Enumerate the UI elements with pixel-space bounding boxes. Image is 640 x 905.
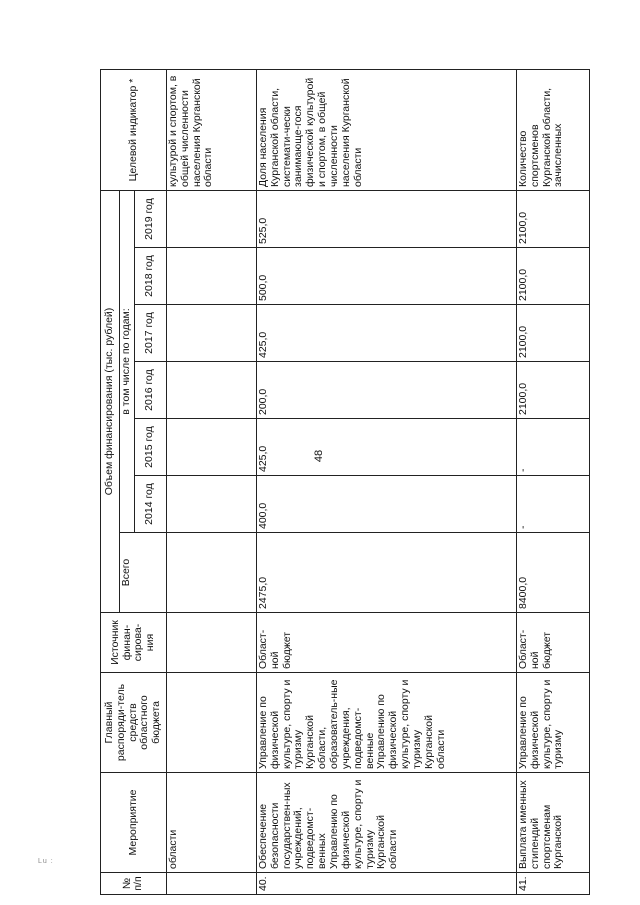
cell-event: области [166, 773, 256, 873]
cell-source: Област-ной бюджет [256, 613, 516, 673]
cell-value [166, 419, 256, 476]
rotated-table-container [100, 70, 587, 895]
cell-value: 200,0 [256, 362, 516, 419]
cell-no [166, 873, 256, 895]
header-no: № п/п [101, 873, 167, 895]
header-year: 2019 год [134, 191, 166, 248]
header-total: Всего [120, 533, 167, 613]
header-indicator: Целевой индикатор * [101, 70, 167, 191]
cell-value: 525,0 [256, 191, 516, 248]
cell-event: Выплата именных стипендий спортсменам Курганской [516, 773, 589, 873]
header-funding-title: Объем финансирования (тыс. рублей) [101, 191, 120, 613]
header-year: 2017 год [134, 305, 166, 362]
header-by-year: в том числе по годам: [120, 191, 135, 533]
cell-value: 2100,0 [516, 305, 589, 362]
table-row [256, 70, 516, 895]
cell-value: 2100,0 [516, 248, 589, 305]
header-year: 2018 год [134, 248, 166, 305]
cell-event: Обеспечение безопасности государствен-ных учреждений, подведомст-венных Управлению по физической культуре, спорту и туризму Курганской области [256, 773, 516, 873]
cell-value: - [516, 419, 589, 476]
table-row [166, 70, 256, 895]
cell-manager [166, 673, 256, 773]
cell-manager: Управление по физической культуре, спорту и туризму Курганской области, образователь-ные учреждения, подведомст-венные Управлению по физической культуре, спорту и туризму Курганской области [256, 673, 516, 773]
cell-manager: Управление по физической культуре, спорту и туризму [516, 673, 589, 773]
cell-indicator: культурой и спортом, в общей численности населения Курганской области [166, 70, 256, 191]
cell-value: 425,0 [256, 305, 516, 362]
page-number: 48 [313, 449, 326, 463]
cell-value [166, 248, 256, 305]
header-year: 2016 год [134, 362, 166, 419]
cell-value: - [516, 476, 589, 533]
cell-total [166, 533, 256, 613]
cell-source [166, 613, 256, 673]
cell-value: 425,0 [256, 419, 516, 476]
header-year: 2014 год [134, 476, 166, 533]
header-manager: Главный распоряди-тель средств областного бюджета [101, 673, 167, 773]
funding-table [100, 69, 590, 895]
header-source: Источник финан-сирова-ния [101, 613, 167, 673]
cell-no: 41. [516, 873, 589, 895]
header-event: Мероприятие [101, 773, 167, 873]
cell-total: 8400,0 [516, 533, 589, 613]
header-year: 2015 год [134, 419, 166, 476]
cell-total: 2475,0 [256, 533, 516, 613]
cell-value [166, 191, 256, 248]
cell-indicator: Количество спортсменов Курганской области, зачисленных [516, 70, 589, 191]
cell-value: 2100,0 [516, 191, 589, 248]
cell-indicator: Доля населения Курганской области, системати-чески занимающе-гося физической культурой и спортом, в общей численности населения Курганской области [256, 70, 516, 191]
table-row [516, 70, 589, 895]
cell-source: Област-ной бюджет [516, 613, 589, 673]
cell-value [166, 305, 256, 362]
scan-artifact: Lu : [38, 858, 54, 865]
cell-value [166, 476, 256, 533]
cell-value: 500,0 [256, 248, 516, 305]
cell-value: 2100,0 [516, 362, 589, 419]
cell-no: 40. [256, 873, 516, 895]
cell-value [166, 362, 256, 419]
cell-value: 400,0 [256, 476, 516, 533]
